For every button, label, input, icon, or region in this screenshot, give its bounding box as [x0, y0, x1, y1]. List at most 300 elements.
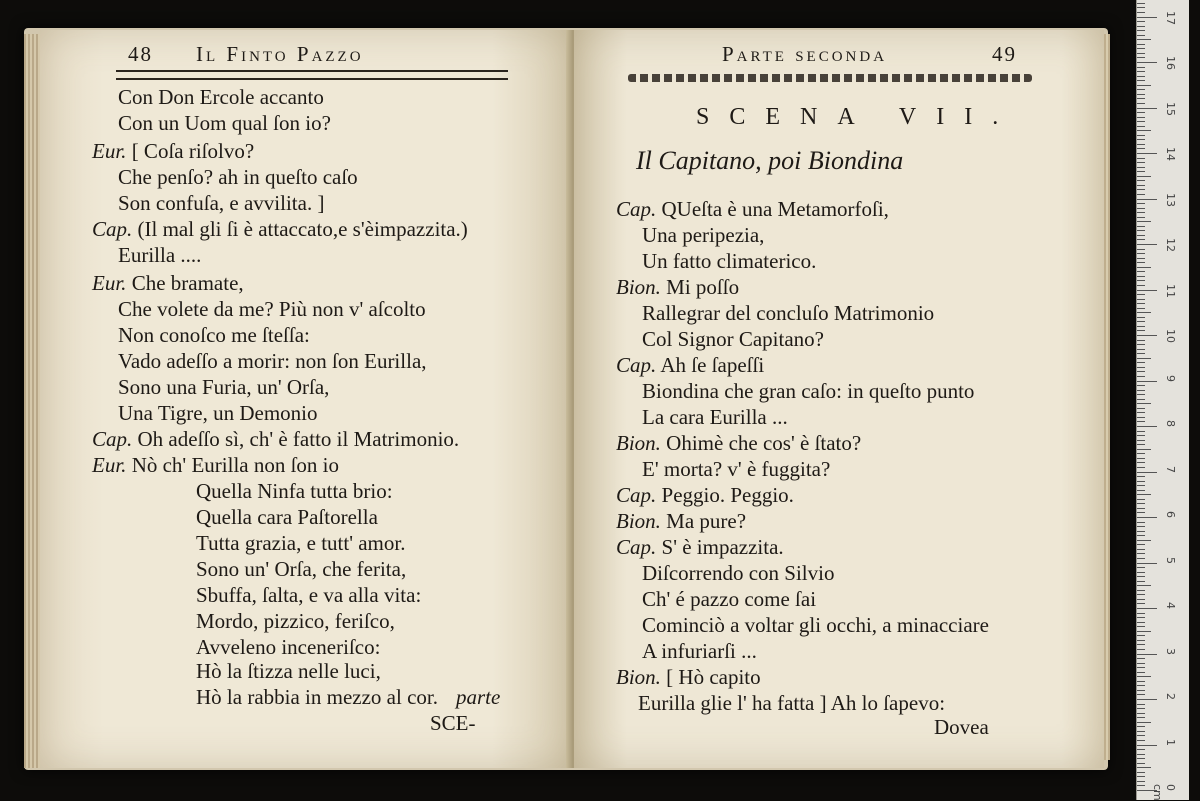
line-text: Ma pure?: [660, 509, 747, 533]
text-line: [642, 560, 834, 586]
ruler-tick: [1137, 39, 1151, 40]
speaker-label: Eur.: [92, 271, 127, 295]
ruler-tick: [1137, 349, 1145, 350]
right-header-ornament: [628, 74, 1032, 82]
ruler-tick: [1137, 126, 1145, 127]
text-line: [616, 664, 761, 690]
text-line: [92, 452, 339, 478]
ruler-tick: [1137, 640, 1145, 641]
ruler-tick: [1137, 330, 1145, 331]
ruler-tick: [1137, 335, 1157, 336]
left-catchword: SCE-: [430, 711, 476, 735]
ruler-tick: [1137, 98, 1145, 99]
ruler-tick: [1137, 290, 1157, 291]
ruler-tick: [1137, 763, 1145, 764]
line-text: Mordo, pizzico, feriſco,: [196, 609, 395, 633]
ruler-tick: [1137, 654, 1157, 655]
ruler-tick: [1137, 381, 1157, 382]
text-line: [616, 482, 794, 508]
ruler-tick: [1137, 344, 1145, 345]
line-text: [ Hò capito: [660, 665, 761, 689]
ruler-tick: [1137, 767, 1151, 768]
text-line: [642, 404, 788, 430]
text-line: [642, 326, 824, 352]
ruler-tick: [1137, 212, 1145, 213]
text-line: [642, 378, 974, 404]
ruler-tick: [1137, 512, 1145, 513]
ruler-tick: [1137, 694, 1145, 695]
line-text: S' è impazzita.: [656, 535, 784, 559]
ruler-tick: [1137, 303, 1145, 304]
ruler-tick: [1137, 367, 1145, 368]
line-text: Una peripezia,: [642, 223, 765, 247]
line-text: Vado adeſſo a morir: non ſon Eurilla,: [118, 349, 427, 373]
right-catchword: Dovea: [934, 715, 989, 739]
speaker-label: Cap.: [616, 535, 657, 559]
text-line: [642, 638, 757, 664]
text-line: [196, 530, 405, 556]
line-text: Un fatto climaterico.: [642, 249, 817, 273]
ruler-label: 5: [1164, 556, 1177, 564]
ruler-tick: [1137, 717, 1145, 718]
ruler-tick: [1137, 321, 1145, 322]
ruler-tick: [1137, 317, 1145, 318]
ruler-tick: [1137, 130, 1151, 131]
left-header-rule: [116, 70, 508, 80]
ruler-tick: [1137, 153, 1157, 154]
ruler-tick: [1137, 108, 1157, 109]
line-text: Ch' é pazzo come ſai: [642, 587, 817, 611]
ruler-tick: [1137, 558, 1145, 559]
ruler-tick: [1137, 180, 1145, 181]
ruler-label: 0 cm: [1151, 784, 1177, 801]
ruler-tick: [1137, 185, 1145, 186]
line-text: (Il mal gli ſi è attaccato,e s'èimpazzita.): [132, 217, 468, 241]
text-line: [616, 430, 861, 456]
line-text: Quella cara Paſtorella: [196, 505, 378, 529]
ruler-tick: [1137, 85, 1151, 86]
text-line: [196, 478, 393, 504]
ruler-tick: [1137, 663, 1145, 664]
ruler-tick: [1137, 7, 1145, 8]
ruler-label: 12: [1164, 238, 1177, 252]
ruler-tick: [1137, 585, 1151, 586]
ruler-tick: [1137, 390, 1145, 391]
ruler-tick: [1137, 745, 1157, 746]
ruler-tick: [1137, 754, 1145, 755]
line-text: Non conoſco me ſteſſa:: [118, 323, 310, 347]
ruler-tick: [1137, 431, 1145, 432]
ruler-tick: [1137, 740, 1145, 741]
ruler-tick: [1137, 617, 1145, 618]
text-line: [196, 684, 438, 710]
ruler-label: 11: [1164, 283, 1177, 298]
text-line: [118, 242, 201, 268]
ruler-tick: [1137, 239, 1145, 240]
ruler-tick: [1137, 385, 1145, 386]
ruler-tick: [1137, 421, 1145, 422]
ruler-tick: [1137, 62, 1157, 63]
speaker-label: Eur.: [92, 139, 127, 163]
ruler-tick: [1137, 89, 1145, 90]
ruler-tick: [1137, 230, 1145, 231]
text-line: [196, 634, 380, 660]
ruler-label: 3: [1164, 647, 1177, 655]
text-line: [118, 84, 324, 110]
ruler-tick: [1137, 326, 1145, 327]
ruler-tick: [1137, 517, 1157, 518]
text-line: [616, 534, 784, 560]
ruler-tick: [1137, 35, 1145, 36]
text-line: [92, 138, 254, 164]
ruler-tick: [1137, 613, 1145, 614]
ruler-label: 8: [1164, 420, 1177, 427]
ruler-tick: [1137, 540, 1151, 541]
ruler-tick: [1137, 490, 1145, 491]
ruler-tick: [1137, 435, 1145, 436]
speaker-label: Cap.: [616, 353, 657, 377]
speaker-label: Bion.: [616, 275, 661, 299]
ruler-tick: [1137, 258, 1145, 259]
text-line: [642, 300, 934, 326]
ruler-tick: [1137, 371, 1145, 372]
line-text: Oh adeſſo sì, ch' è fatto il Matrimonio.: [132, 427, 460, 451]
ruler-tick: [1137, 590, 1145, 591]
ruler-tick: [1137, 472, 1157, 473]
ruler-tick: [1137, 544, 1145, 545]
left-running-head: Il Finto Pazzo: [196, 42, 364, 66]
ruler-tick: [1137, 444, 1145, 445]
ruler-tick: [1137, 221, 1151, 222]
line-text: Che bramate,: [126, 271, 244, 295]
text-line: [196, 582, 421, 608]
ruler-tick: [1137, 458, 1145, 459]
text-line: [118, 296, 426, 322]
ruler-tick: [1137, 17, 1157, 18]
ruler-tick: [1137, 21, 1145, 22]
line-text: Con Don Ercole accanto: [118, 85, 324, 109]
line-text: Mi poſſo: [660, 275, 740, 299]
ruler-tick: [1137, 576, 1145, 577]
ruler-tick: [1137, 467, 1145, 468]
speaker-label: Bion.: [616, 665, 661, 689]
ruler-tick: [1137, 226, 1145, 227]
ruler-tick: [1137, 217, 1145, 218]
ruler-tick: [1137, 171, 1145, 172]
ruler-tick: [1137, 299, 1145, 300]
text-line: [616, 352, 764, 378]
line-text: Eurilla ....: [118, 243, 202, 267]
line-text: Nò ch' Eurilla non ſon io: [126, 453, 340, 477]
ruler-tick: [1137, 453, 1145, 454]
ruler-tick: [1137, 285, 1145, 286]
ruler-tick: [1137, 722, 1151, 723]
ruler-tick: [1137, 412, 1145, 413]
ruler-tick: [1137, 685, 1145, 686]
text-line: [196, 608, 395, 634]
ruler-tick: [1137, 26, 1145, 27]
ruler-label: 4: [1164, 602, 1177, 609]
ruler-tick: [1137, 535, 1145, 536]
text-line: [642, 248, 816, 274]
ruler-tick: [1137, 594, 1145, 595]
ruler-tick: [1137, 294, 1145, 295]
ruler-tick: [1137, 704, 1145, 705]
line-text: QUeſta è una Metamorfoſi,: [656, 197, 889, 221]
ruler-label: 6: [1164, 511, 1177, 518]
ruler-tick: [1137, 462, 1145, 463]
ruler-tick: [1137, 57, 1145, 58]
line-text: Una Tigre, un Demonio: [118, 401, 318, 425]
ruler-tick: [1137, 135, 1145, 136]
ruler-tick: [1137, 189, 1145, 190]
ruler-tick: [1137, 699, 1157, 700]
ruler-tick: [1137, 481, 1145, 482]
ruler-tick: [1137, 635, 1145, 636]
scene-cast-line: Il Capitano, poi Biondina: [636, 146, 904, 175]
line-text: Son confuſa, e avvilita. ]: [118, 191, 325, 215]
ruler-tick: [1137, 776, 1145, 777]
ruler-tick: [1137, 408, 1145, 409]
ruler-tick: [1137, 549, 1145, 550]
line-text: Che penſo? ah in queſto caſo: [118, 165, 358, 189]
ruler-tick: [1137, 508, 1145, 509]
ruler-tick: [1137, 271, 1145, 272]
ruler-tick: [1137, 476, 1145, 477]
ruler-tick: [1137, 249, 1145, 250]
text-line: [196, 504, 378, 530]
speaker-label: Cap.: [92, 427, 133, 451]
measuring-ruler: [1136, 0, 1189, 800]
line-text: Hò la ſtizza nelle luci,: [196, 659, 381, 683]
ruler-tick: [1137, 503, 1145, 504]
ruler-label: 7: [1164, 465, 1177, 473]
ruler-tick: [1137, 681, 1145, 682]
ruler-tick: [1137, 44, 1145, 45]
ruler-tick: [1137, 440, 1145, 441]
right-page-number: 49: [992, 42, 1017, 66]
ruler-tick: [1137, 80, 1145, 81]
ruler-tick: [1137, 553, 1145, 554]
ruler-tick: [1137, 499, 1145, 500]
ruler-tick: [1137, 417, 1145, 418]
ruler-tick: [1137, 626, 1145, 627]
ruler-tick: [1137, 731, 1145, 732]
ruler-tick: [1137, 280, 1145, 281]
text-line: [118, 322, 310, 348]
text-line: [642, 612, 989, 638]
line-text: Hò la rabbia in mezzo al cor.: [196, 685, 438, 709]
text-line: [642, 456, 830, 482]
text-line: [642, 586, 816, 612]
line-text: Tutta grazia, e tutt' amor.: [196, 531, 406, 555]
ruler-tick: [1137, 772, 1145, 773]
ruler-tick: [1137, 403, 1151, 404]
ruler-tick: [1137, 162, 1145, 163]
ruler-tick: [1137, 599, 1145, 600]
ruler-tick: [1137, 735, 1145, 736]
ruler-tick: [1137, 522, 1145, 523]
line-text: Quella Ninfa tutta brio:: [196, 479, 393, 503]
text-line: [642, 222, 764, 248]
ruler-tick: [1137, 531, 1145, 532]
ruler-tick: [1137, 726, 1145, 727]
ruler-tick: [1137, 667, 1145, 668]
ruler-tick: [1137, 71, 1145, 72]
ruler-tick: [1137, 121, 1145, 122]
line-text: Che volete da me? Più non v' aſcolto: [118, 297, 426, 321]
ruler-label: 2: [1164, 693, 1177, 700]
ruler-tick: [1137, 76, 1145, 77]
ruler-tick: [1137, 426, 1157, 427]
ruler-tick: [1137, 376, 1145, 377]
ruler-tick: [1137, 276, 1145, 277]
ruler-tick: [1137, 399, 1145, 400]
ruler-tick: [1137, 67, 1145, 68]
ruler-tick: [1137, 48, 1145, 49]
ruler-tick: [1137, 30, 1145, 31]
ruler-tick: [1137, 194, 1145, 195]
text-line: [118, 348, 427, 374]
ruler-tick: [1137, 676, 1151, 677]
ruler-tick: [1137, 708, 1145, 709]
speaker-label: Bion.: [616, 509, 661, 533]
ruler-tick: [1137, 94, 1145, 95]
ruler-tick: [1137, 12, 1145, 13]
ruler-label: 14: [1164, 147, 1177, 161]
ruler-tick: [1137, 308, 1145, 309]
left-exit-stage-direction: parte: [456, 685, 501, 709]
ruler-tick: [1137, 103, 1145, 104]
text-line: [118, 110, 331, 136]
line-text: Ohimè che cos' è ſtato?: [660, 431, 862, 455]
ruler-tick: [1137, 749, 1145, 750]
speaker-label: Eur.: [92, 453, 127, 477]
line-text: E' morta? v' è fuggita?: [642, 457, 831, 481]
ruler-tick: [1137, 312, 1151, 313]
speaker-label: Bion.: [616, 431, 661, 455]
text-line: [92, 270, 244, 296]
ruler-tick: [1137, 785, 1145, 786]
text-line: [616, 274, 739, 300]
ruler-label: 9: [1164, 374, 1177, 382]
speaker-label: Cap.: [92, 217, 133, 241]
text-line: [638, 690, 945, 716]
ruler-label: 16: [1164, 56, 1177, 70]
text-line: [196, 658, 381, 684]
ruler-tick: [1137, 644, 1145, 645]
ruler-tick: [1137, 713, 1145, 714]
text-line: [118, 190, 324, 216]
ruler-tick: [1137, 139, 1145, 140]
ruler-tick: [1137, 563, 1157, 564]
ruler-tick: [1137, 449, 1151, 450]
ruler-tick: [1137, 394, 1145, 395]
ruler-tick: [1137, 117, 1145, 118]
line-text: Rallegrar del concluſo Matrimonio: [642, 301, 935, 325]
line-text: [ Coſa riſolvo?: [126, 139, 255, 163]
text-line: [118, 400, 318, 426]
ruler-tick: [1137, 203, 1145, 204]
ruler-tick: [1137, 262, 1145, 263]
ruler-label: 17: [1164, 10, 1177, 25]
text-line: [616, 196, 889, 222]
ruler-label: 1: [1164, 738, 1177, 746]
ruler-tick: [1137, 158, 1145, 159]
ruler-label: 15: [1164, 101, 1177, 116]
ruler-tick: [1137, 244, 1157, 245]
text-line: [118, 164, 358, 190]
speaker-label: Cap.: [616, 197, 657, 221]
text-line: [196, 556, 406, 582]
ruler-tick: [1137, 622, 1145, 623]
ruler-tick: [1137, 567, 1145, 568]
ruler-label: 10: [1164, 329, 1177, 343]
line-text: Biondina che gran caſo: in queſto punto: [642, 379, 975, 403]
right-running-head: Parte seconda: [722, 42, 888, 66]
ruler-tick: [1137, 3, 1145, 4]
ruler-tick: [1137, 267, 1151, 268]
ruler-tick: [1137, 690, 1145, 691]
text-line: [92, 426, 459, 452]
ruler-tick: [1137, 53, 1145, 54]
line-text: Cominciò a voltar gli occhi, a minacciare: [642, 613, 989, 637]
ruler-tick: [1137, 494, 1151, 495]
ruler-tick: [1137, 235, 1145, 236]
line-text: Ah ſe ſapeſſi: [656, 353, 765, 377]
ruler-tick: [1137, 340, 1145, 341]
ruler-tick: [1137, 485, 1145, 486]
ruler-tick: [1137, 526, 1145, 527]
ruler-tick: [1137, 658, 1145, 659]
line-text: Eurilla glie l' ha fatta ] Ah lo ſapevo:: [638, 691, 946, 715]
ruler-tick: [1137, 758, 1145, 759]
ruler-tick: [1137, 167, 1145, 168]
ruler-label: 13: [1164, 192, 1177, 207]
line-text: Avveleno inceneriſco:: [196, 635, 381, 659]
text-line: [118, 374, 329, 400]
line-text: Col Signor Capitano?: [642, 327, 824, 351]
ruler-tick: [1137, 208, 1145, 209]
ruler-tick: [1137, 608, 1157, 609]
ruler-tick: [1137, 362, 1145, 363]
text-line: [92, 216, 468, 242]
speaker-label: Cap.: [616, 483, 657, 507]
ruler-tick: [1137, 144, 1145, 145]
line-text: Diſcorrendo con Silvio: [642, 561, 835, 585]
ruler-tick: [1137, 603, 1145, 604]
ruler-tick: [1137, 672, 1145, 673]
line-text: Sbuffa, ſalta, e va alla vita:: [196, 583, 422, 607]
ruler-tick: [1137, 631, 1151, 632]
ruler-tick: [1137, 199, 1157, 200]
line-text: Con un Uom qual ſon io?: [118, 111, 331, 135]
ruler-tick: [1137, 253, 1145, 254]
ruler-tick: [1137, 581, 1145, 582]
line-text: Peggio. Peggio.: [656, 483, 794, 507]
ruler-tick: [1137, 148, 1145, 149]
ruler-tick: [1137, 176, 1151, 177]
ruler-tick: [1137, 781, 1145, 782]
left-page-number: 48: [128, 42, 153, 66]
ruler-tick: [1137, 358, 1151, 359]
line-text: A infuriarſi ...: [642, 639, 757, 663]
ruler-tick: [1137, 649, 1145, 650]
line-text: Sono un' Orſa, che ferita,: [196, 557, 407, 581]
ruler-tick: [1137, 353, 1145, 354]
ruler-tick: [1137, 112, 1145, 113]
line-text: La cara Eurilla ...: [642, 405, 788, 429]
